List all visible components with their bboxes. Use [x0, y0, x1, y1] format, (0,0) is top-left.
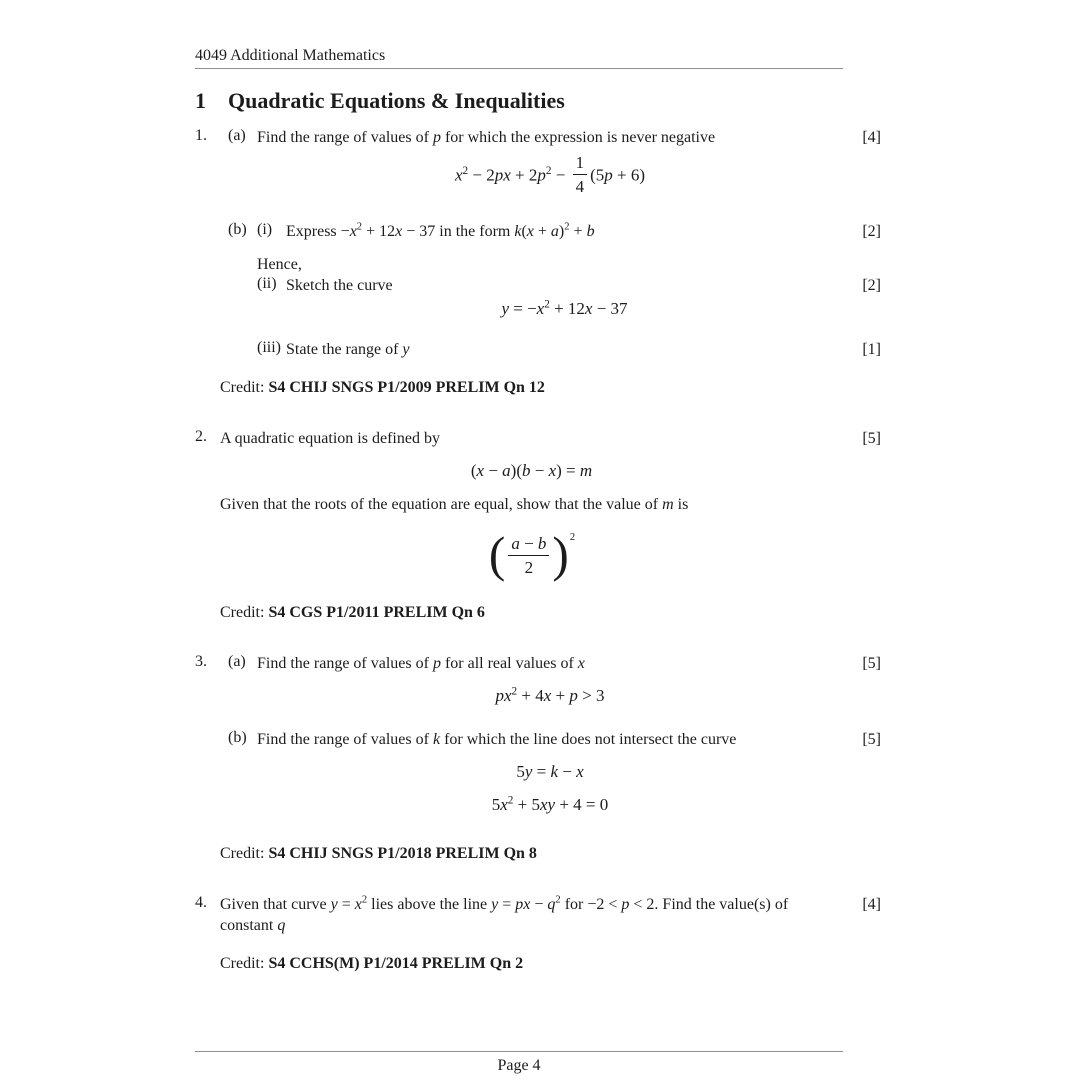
marks-badge: [5]	[862, 655, 881, 673]
question-line	[220, 894, 881, 936]
display-equation: $x^2 - 2px + 2p^2$ − $\frac{1}{4}$ (5p + 6)	[454, 153, 645, 197]
subpart-i	[257, 221, 881, 242]
question-line	[286, 339, 881, 360]
display-equation: ( $\frac{a - b}{2}$ )$^2$	[488, 527, 576, 583]
section-heading	[195, 88, 843, 114]
part-body	[257, 729, 881, 826]
question-3	[195, 653, 881, 864]
subpart-iii	[257, 339, 881, 360]
part-body	[257, 127, 881, 208]
question-text: Find the range of values of p for all real values of x	[257, 655, 585, 673]
part-b	[228, 221, 881, 360]
part-label: (a)	[228, 127, 246, 144]
question-line	[257, 653, 881, 674]
page-number: Page 4	[497, 1057, 541, 1074]
question-number: 2.	[195, 428, 207, 446]
question-line	[220, 428, 881, 449]
marks-badge: [1]	[862, 341, 881, 359]
credit-source: S4 CHIJ SNGS P1/2018 PRELIM Qn 8	[268, 845, 537, 863]
course-title: 4049 Additional Mathematics	[195, 47, 386, 64]
question-number: 1.	[195, 127, 207, 144]
part-label: (b)	[228, 729, 247, 747]
display-equation: $y = -x^2 + 12x - 37$	[501, 298, 628, 319]
credit-source: S4 CCHS(M) P1/2014 PRELIM Qn 2	[268, 955, 524, 973]
question-number: 3.	[195, 653, 207, 671]
part-body	[257, 221, 881, 360]
question-text: Express $-x^2 + 12x - 37$ in the form $k(x + a)^2 + b$	[286, 221, 595, 241]
part-body	[257, 653, 881, 717]
question-text: A quadratic equation is defined by	[220, 430, 440, 448]
footer	[195, 1051, 843, 1075]
credit-line	[220, 602, 843, 623]
marks-badge: [4]	[862, 896, 881, 914]
question-text: Given that the roots of the equation are equal, show that the value of m is	[220, 496, 689, 514]
page-content	[195, 46, 881, 974]
question-body	[220, 127, 881, 398]
question-4	[195, 894, 881, 974]
credit-label: Credit:	[220, 604, 265, 622]
marks-badge: [4]	[862, 129, 881, 146]
hence-text: Hence,	[257, 256, 302, 274]
part-label: (b)	[228, 221, 247, 239]
subpart-ii-equation-row	[257, 296, 843, 329]
credit-source: S4 CHIJ SNGS P1/2009 PRELIM Qn 12	[268, 379, 545, 397]
credit-source: S4 CGS P1/2011 PRELIM Qn 6	[268, 604, 485, 622]
part-b	[228, 729, 881, 826]
credit-line	[220, 843, 843, 864]
part-label: (a)	[228, 653, 246, 671]
question-body	[220, 428, 881, 623]
credit-label: Credit:	[220, 955, 265, 973]
subpart-ii	[257, 275, 881, 296]
question-text: Given that curve $y = x^2$ lies above the line y = px − $q^2$ for −2 < p < 2. Find the value(s) of constant q	[220, 894, 789, 935]
display-equation: $5x^2 + 5xy + 4 = 0$	[491, 794, 609, 815]
section-number: 1	[195, 88, 206, 113]
question-1	[195, 127, 881, 398]
marks-badge: [2]	[862, 223, 881, 241]
marks-badge: [5]	[862, 731, 881, 749]
page-header	[195, 46, 843, 69]
part-a	[228, 127, 881, 208]
marks-badge: [2]	[862, 277, 881, 295]
question-2	[195, 428, 881, 623]
subpart-label: (ii)	[257, 275, 277, 293]
credit-line	[220, 377, 843, 398]
header-rule	[195, 68, 843, 69]
question-line	[257, 729, 881, 750]
subpart-label: (i)	[257, 221, 273, 239]
question-text: Find the range of values of k for which the line does not intersect the curve	[257, 731, 737, 749]
question-text: Sketch the curve	[286, 277, 393, 295]
part-a	[228, 653, 881, 717]
question-text: Find the range of values of p for which the expression is never negative	[257, 129, 716, 146]
display-equation: $px^2 + 4x + p > 3$	[495, 685, 605, 706]
footer-rule	[195, 1051, 843, 1052]
marks-badge: [5]	[862, 430, 881, 448]
question-body	[220, 653, 881, 864]
question-number: 4.	[195, 894, 207, 912]
question-body	[220, 894, 881, 974]
question-line	[286, 275, 881, 296]
subpart-label: (iii)	[257, 339, 281, 357]
question-line	[286, 221, 881, 242]
question-line	[257, 127, 881, 148]
display-equation: (x − a)(b − x) = m	[470, 461, 593, 481]
section-title: Quadratic Equations & Inequalities	[228, 88, 565, 113]
credit-label: Credit:	[220, 845, 265, 863]
credit-line	[220, 953, 843, 974]
question-text: State the range of y	[286, 341, 410, 359]
display-equation: 5y = k − x	[516, 762, 584, 782]
credit-label: Credit:	[220, 379, 265, 397]
